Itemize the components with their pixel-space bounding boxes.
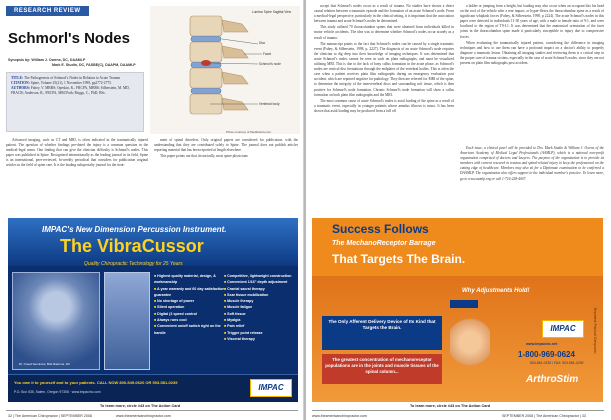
- ad-subheadline-2: That Targets The Brain.: [332, 252, 466, 266]
- left-text-column-1: [6, 138, 148, 212]
- paragraph: ment of spinal disorders. Only original papers are considered for publication, with the understanding that they are contributed solely to Spine. The journal does not publish articles reporting material that has been reported at length elsewhere.: [154, 138, 298, 153]
- figure-label-disc: Disc: [259, 41, 266, 45]
- feature-item: ■ Competitive, lightweight construction: [224, 273, 298, 279]
- feature-item: ■ Soft tissue: [224, 311, 298, 317]
- feature-item: ■ Muscle fatigue: [224, 304, 298, 310]
- figure-label-lumbar: Lumbar Spine Sagittal View: [252, 10, 292, 14]
- byline: Synopsis by: William J. Owens, DC, DAAMLP: [8, 58, 86, 62]
- feature-item: ■ Always runs cool: [154, 317, 228, 323]
- ad-subheadline: The MechanoReceptor Barrage: [332, 240, 436, 247]
- footer-url[interactable]: www.theamericanchiropractor.com: [116, 414, 171, 418]
- author-bio: [460, 146, 604, 210]
- citation-value: Spine, Volume 25(21), 1 November 1998, pp2772-2775.: [30, 80, 112, 85]
- ad-photo-caption: Dr. Creed Seminars, Bob Rasmus, DC: [19, 362, 71, 366]
- photo-credit: Photo courtesy of Medillustra.com: [226, 130, 272, 134]
- footer-rule: [6, 410, 298, 411]
- spine-illustration: [150, 6, 300, 134]
- right-page: [306, 0, 611, 420]
- arthrostim-logo: ArthroStim: [526, 374, 579, 385]
- section-badge: RESEARCH REVIEW: [6, 6, 89, 16]
- ad-call-to-action[interactable]: You owe it to yourself and to your patients. CALL NOW 800-549-0620 OR 503-581-0239: [14, 380, 178, 385]
- feature-item: ■ Silent operation: [154, 304, 228, 310]
- footer-rule: [312, 410, 604, 411]
- paragraph: This paper points out that, historically, most spine physicians: [160, 154, 248, 159]
- feature-item: ■ Scar tissue mobilization: [224, 292, 298, 298]
- right-text-column-1: [314, 4, 454, 212]
- ad-url[interactable]: www.impacinc.net: [526, 342, 558, 346]
- ad-phone[interactable]: 1-800-969-0624: [518, 350, 575, 359]
- action-card-note: To learn more, circle #43 on The Action Card: [100, 404, 181, 408]
- paragraph: accept that Schmorl's nodes occur as a result of trauma. No studies have shown a direct causal relation between a traumatic episode and the formation of an acute Schmorl's node. From a medical-legal perspective, particularly in the clinical setting, it is important that the association between trauma and acute Schmorl's nodes be determined.: [314, 4, 454, 24]
- feature-list-b: [224, 273, 298, 342]
- vibracussor-ad[interactable]: [8, 218, 298, 402]
- page-footer-left: 32 | The American Chiropractor | SEPTEMBER 2008: [8, 414, 92, 418]
- authors-label: AUTHORS:: [11, 85, 30, 90]
- paragraph: a ladder or jumping from a height, but loading may also occur when an occupant hits his head on the roof of the vehicle after a rear impact, or hyper-flexes the thoracolumbar spine as a result of significant whiplash forces (Fahey, & Silberstein, 1998, p 2224). The acute Schmorl's nodes in this paper were detected in individuals 11-30 years of age, with a male to female ratio of 9:1, and were localized to the region of T9-L1. It was determined that the anatomical orientation of the facet joints in the thoracolumbar spine made it particularly susceptible to injury due to compressive forces.: [460, 4, 604, 39]
- byline-second: Mark E. Studin, DC, FASBE(C), DAAPM, DAAMLP: [52, 63, 136, 67]
- hand-icon: [450, 314, 490, 384]
- feature-item: ■ Highest quality material, design, & workmanship: [154, 273, 228, 286]
- feature-item: ■ Digital (3 speed control: [154, 311, 228, 317]
- ad-callout-blue: The Only Afferent Delivery Device of Its Kind that Targets the Brain.: [322, 316, 442, 350]
- bio-text: Each issue, a clinical pearl will be provided to Drs. Mark Studin & William J. Owens of the American Academy of Medical Legal Professionals (AAMLP), which is a national non-profit organization comprised of doctors and lawyers. The purpose of the organization is to provide its members with current research in trauma and spinal-related injury to keep the professional on the cutting edge of healthcare. Members may also sit for a Diplomate examination to be conferred a DAAMLP. The organization also offers support to the individual member's practice. To learn more, go to www.aamlp.org or call 1-716-228-4007.: [460, 146, 604, 181]
- impac-logo: IMPAC: [542, 320, 584, 338]
- feature-item: ■ Convenient on/off switch right on the handle: [154, 323, 228, 336]
- figure-label-node: Schmorl's node: [259, 62, 281, 66]
- left-page: [0, 0, 304, 420]
- title-label: TITLE:: [11, 76, 24, 80]
- ad-headline: Success Follows: [332, 222, 429, 236]
- ad-product-name: The VibraCussor: [60, 236, 204, 256]
- feature-item: ■ No shortage of power: [154, 298, 228, 304]
- feature-item: ■ Muscle therapy: [224, 298, 298, 304]
- title-value: The Pathogenesis of Schmorl's Nodes in Relation to Acute Trauma: [24, 76, 121, 80]
- feature-item: ■ Myalgia: [224, 317, 298, 323]
- paragraph: Advanced imaging, such as CT and MRI, is often indicated in the traumatically injured patient. The question of whether findings pre-dated the injury is a common question in the medical-legal arena. One finding that can give the clinician difficulty is Schmorl's nodes. This paper was published in Spine. Recognized internationally as the leading journal in its field, Spine is an international, peer-reviewed, bi-weekly periodical that considers for publication original articles in the field of spine care. It is the leading subspecialty journal for the treat-: [6, 138, 148, 168]
- feature-item: ■ Trigger point release: [224, 330, 298, 336]
- instrument-image: [104, 272, 150, 370]
- paragraph: When evaluating the traumatically injured patient, considering the difference in imaging techniques and how to use them can have a profound impact on a doctor's ability to properly diagnose a traumatic lesion. Obtaining all imaging studies and reviewing them is a critical step in the proper care of trauma victims, especially in the case of acute Schmorl's nodes, since they are not present on plain film radiographs post accident.: [460, 40, 604, 66]
- arthrostim-ad[interactable]: [312, 218, 603, 402]
- footer-url[interactable]: www.theamericanchiropractor.com: [312, 414, 367, 418]
- article-title: Schmorl's Nodes: [8, 30, 130, 47]
- ad-callout-red: The greatest concentration of mechanoreceptor populations are in the joints and muscle tissues of the spinal column...: [322, 354, 442, 384]
- citation-box: [6, 72, 144, 132]
- figure-label-facet: Facet: [263, 52, 271, 56]
- ad-photo: [12, 272, 100, 370]
- paragraph: This study utilized 70 thoracolumbar spines that were obtained from individuals killed in motor vehicle accidents. The idea was to determine whether Schmorl's nodes occur acutely as a result of trauma.: [314, 25, 454, 40]
- paragraph: The manuscript points to the fact that Schmorl's nodes can be caused by a single traumatic event (Fahey, & Silberstein, 1998, p. 2227). The diagnosis of an acute Schmorl's node requires the clinician to dig deep into their knowledge of imaging techniques. It was determined that acute Schmorl's nodes cannot be seen as such on plain radiographs, and must be visualized utilizing MRI. This is due to the lack of bony callus formation in the acute phase, as Schmorl's nodes are vertical disc herniations through the endplates of the vertebral bodies. This is often the case when a patient receives plain film radiographs during an emergency evaluation post accident, which are reported negative for pathology. They then are referred for MRI of the spine, to determine the integrity of the intervertebral discs and surrounding soft tissue, which is then positive for Schmorl's node formation. Chronic Schmorl's node formation will show a callus formation on both plain film radiographs and the MRI.: [314, 41, 454, 97]
- arrow-icon: [450, 300, 478, 308]
- left-text-column-2: [154, 138, 298, 212]
- figure-label-vertebral: Vertebral body: [259, 102, 280, 106]
- ad-fax: 503-581-0239 / FAX: 503-581-0239: [530, 361, 584, 365]
- authors-value: Fahey, V. MBBS; Opeskin, K., FRCPA, MBBS; Silberstein, M. MD, FRACR; Anderson, R., FRCPA, MRCPath; Briggs, C., PhD, BSc.: [11, 85, 130, 95]
- feature-list-a: [154, 273, 228, 336]
- spine-drawing: [150, 6, 300, 134]
- ad-side-note: Reprinted: Practical Chiropractic: [593, 308, 597, 354]
- ad-tagline: Quality Chiropractic Technology for 25 Years: [84, 261, 183, 267]
- page-footer-right: SEPTEMBER 2008 | The American Chiropractor | 33: [502, 414, 586, 418]
- feature-item: ■ Visceral therapy: [224, 336, 298, 342]
- paragraph: The most common cause of acute Schmorl's nodes is axial loading of the spine as a result of a traumatic event, especially in younger patients whose annulus fibrosis is intact. It has been shown that axial loading may be produced from a fall off: [314, 98, 454, 113]
- feature-item: ■ Cranial sacral therapy: [224, 286, 298, 292]
- feature-item: ■ Pain relief: [224, 323, 298, 329]
- impac-logo: IMPAC: [250, 379, 292, 397]
- ad-question: Why Adjustments Hold!: [462, 288, 530, 294]
- ad-address: P.O. Box 535, Salem, Oregon 97308 · www.impacinc.com: [14, 390, 101, 394]
- feature-item: ■ A year warranty and 60 day satisfaction guarantee: [154, 286, 228, 299]
- ad-footer-band: [8, 374, 298, 402]
- feature-item: ■ Convenient 1/16" depth adjustment: [224, 279, 298, 285]
- citation-label: CITATION:: [11, 80, 30, 85]
- right-text-column-2: [460, 4, 604, 144]
- ad-headline: IMPAC's New Dimension Percussion Instrument.: [42, 225, 227, 234]
- action-card-note: To learn more, circle #43 on The Action Card: [410, 404, 491, 408]
